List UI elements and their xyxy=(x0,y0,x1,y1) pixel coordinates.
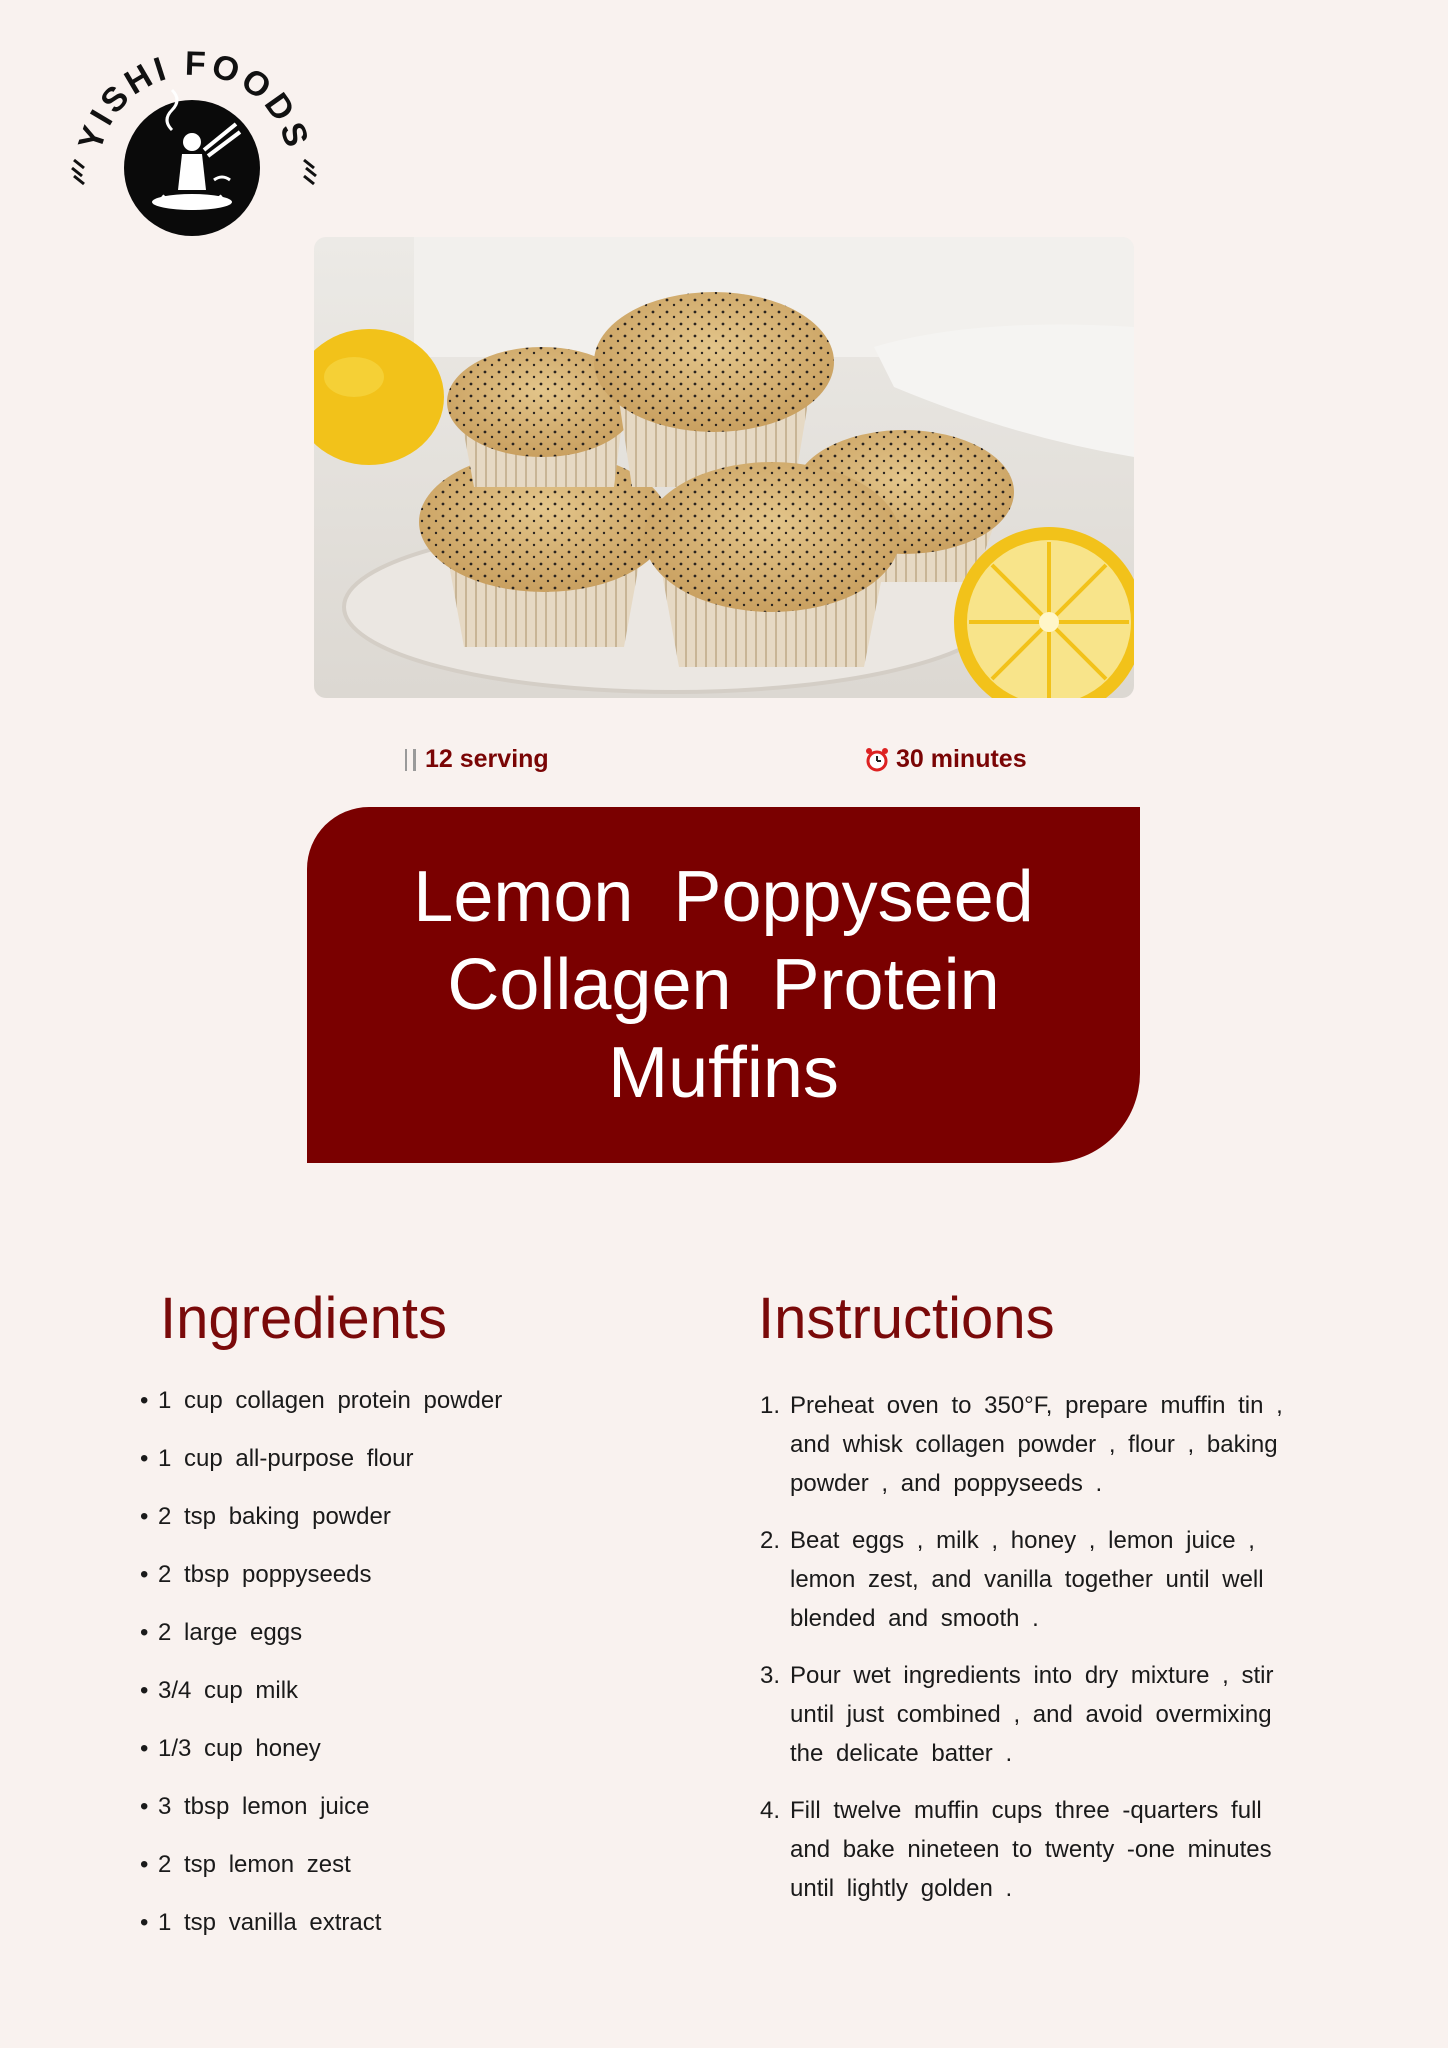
brand-name: YISHI FOODS xyxy=(71,50,317,156)
time-label: 30 minutes xyxy=(896,745,1027,773)
serving-info xyxy=(403,745,549,774)
fork-knife-icon xyxy=(403,747,419,773)
list-item: • 1 cup all-purpose flour xyxy=(140,1445,414,1472)
time-info xyxy=(864,745,1027,774)
instruction-step: 2. Beat eggs , milk , honey , lemon juice , lemon zest, and vanilla together until well blended and smooth . xyxy=(760,1527,1264,1632)
hero-photo xyxy=(314,237,1134,698)
list-item: • 2 large eggs xyxy=(140,1619,303,1646)
instructions-heading: Instructions xyxy=(758,1286,1055,1351)
title-banner xyxy=(307,807,1140,1163)
list-item: • 3/4 cup milk xyxy=(140,1677,299,1704)
list-item: • 1 tsp vanilla extract xyxy=(140,1909,382,1936)
list-item: • 2 tsp baking powder xyxy=(140,1503,391,1530)
serving-label: 12 serving xyxy=(425,745,549,773)
list-item: • 1/3 cup honey xyxy=(140,1735,321,1762)
instruction-step: 3. Pour wet ingredients into dry mixture , stir until just combined , and avoid overmixing the delicate batter . xyxy=(760,1662,1274,1767)
list-item: • 1 cup collagen protein powder xyxy=(140,1387,503,1414)
list-item: • 2 tsp lemon zest xyxy=(140,1851,351,1878)
recipe-title: Lemon Poppyseed Collagen Protein Muffins xyxy=(413,857,1034,1113)
list-item: • 2 tbsp poppyseeds xyxy=(140,1561,372,1588)
instruction-step: 4. Fill twelve muffin cups three -quarters full and bake nineteen to twenty -one minutes until lightly golden . xyxy=(760,1797,1272,1902)
ingredients-list xyxy=(140,1386,660,1966)
ingredients-heading: Ingredients xyxy=(160,1286,447,1351)
list-item: • 3 tbsp lemon juice xyxy=(140,1793,370,1820)
alarm-clock-icon xyxy=(864,747,890,773)
instructions-list xyxy=(760,1386,1300,1926)
chef-wok-icon xyxy=(124,90,260,236)
brand-logo xyxy=(64,50,324,250)
instruction-step: 1. Preheat oven to 350°F, prepare muffin tin , and whisk collagen powder , flour , baking powder , and poppyseeds . xyxy=(760,1392,1283,1497)
